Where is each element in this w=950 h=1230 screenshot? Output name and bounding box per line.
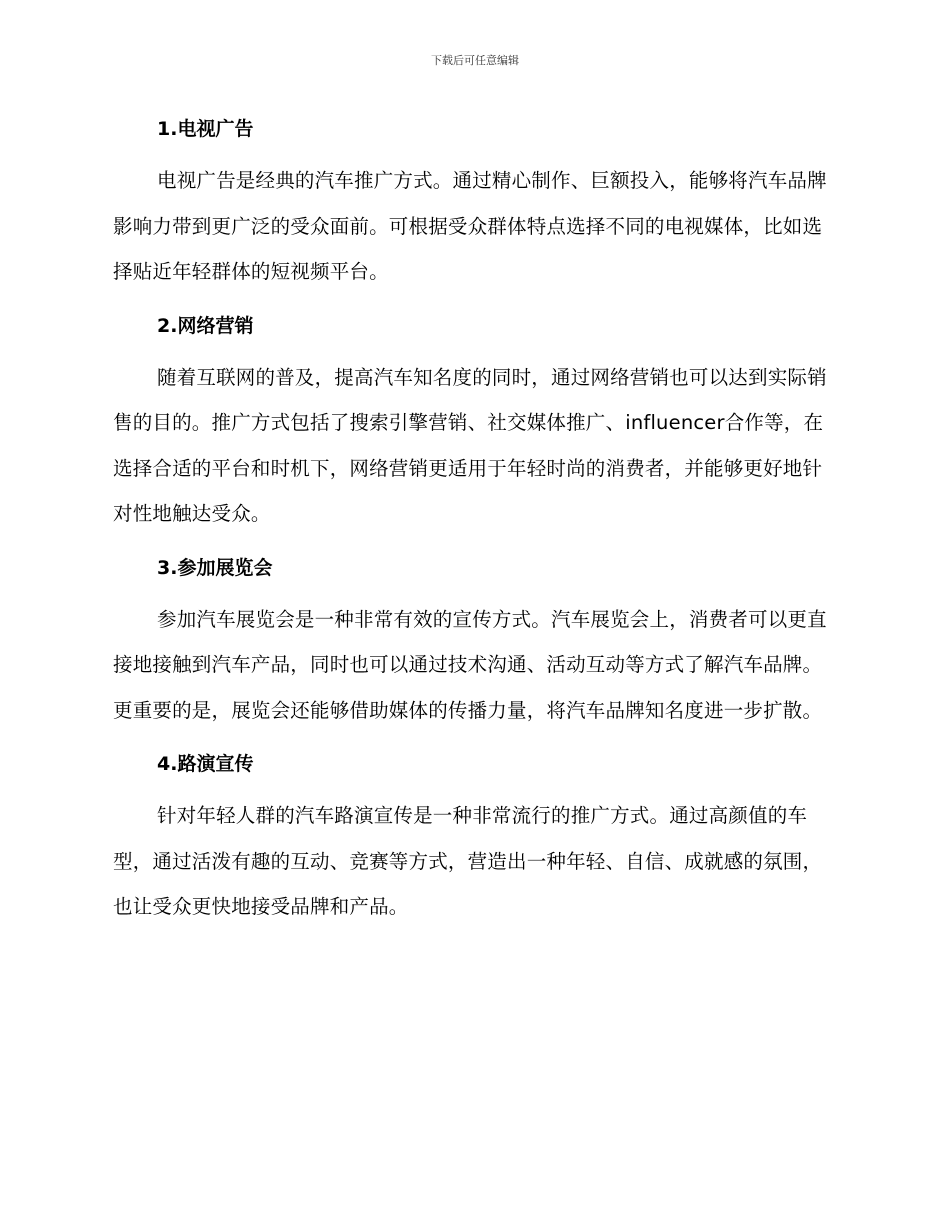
section-online-marketing	[113, 307, 833, 537]
section-roadshow	[113, 745, 833, 930]
section-paragraph: 针对年轻人群的汽车路演宣传是一种非常流行的推广方式。通过高颜值的车型，通过活泼有趣的互动、竞赛等方式，营造出一种年轻、自信、成就感的氛围，也让受众更快地接受品牌和产品。	[113, 804, 823, 918]
section-heading: 2.网络营销	[157, 314, 254, 337]
section-exhibition	[113, 549, 833, 734]
page-header: 下载后可任意编辑	[431, 54, 519, 67]
document-body	[113, 110, 833, 930]
section-heading: 4.路演宣传	[157, 753, 254, 775]
section-paragraph: 参加汽车展览会是一种非常有效的宣传方式。汽车展览会上，消费者可以更直接地接触到汽车产品，同时也可以通过技术沟通、活动互动等方式了解汽车品牌。更重要的是，展览会还能够借助媒体的传播力量，将汽车品牌知名度进一步扩散。	[113, 607, 827, 722]
section-tv-advertising	[113, 110, 833, 295]
section-paragraph: 电视广告是经典的汽车推广方式。通过精心制作、巨额投入，能够将汽车品牌影响力带到更广泛的受众面前。可根据受众群体特点选择不同的电视媒体，比如选择贴近年轻群体的短视频平台。	[113, 169, 827, 283]
section-heading: 1.电视广告	[157, 118, 254, 140]
section-paragraph: 随着互联网的普及，提高汽车知名度的同时，通过网络营销也可以达到实际销售的目的。推广方式包括了搜索引擎营销、社交媒体推广、influencer合作等，在选择合适的平台和时机下，网络营销更适用于年轻时尚的消费者，并能够更好地针对性地触达受众。	[113, 365, 827, 525]
section-heading: 3.参加展览会	[157, 556, 273, 579]
